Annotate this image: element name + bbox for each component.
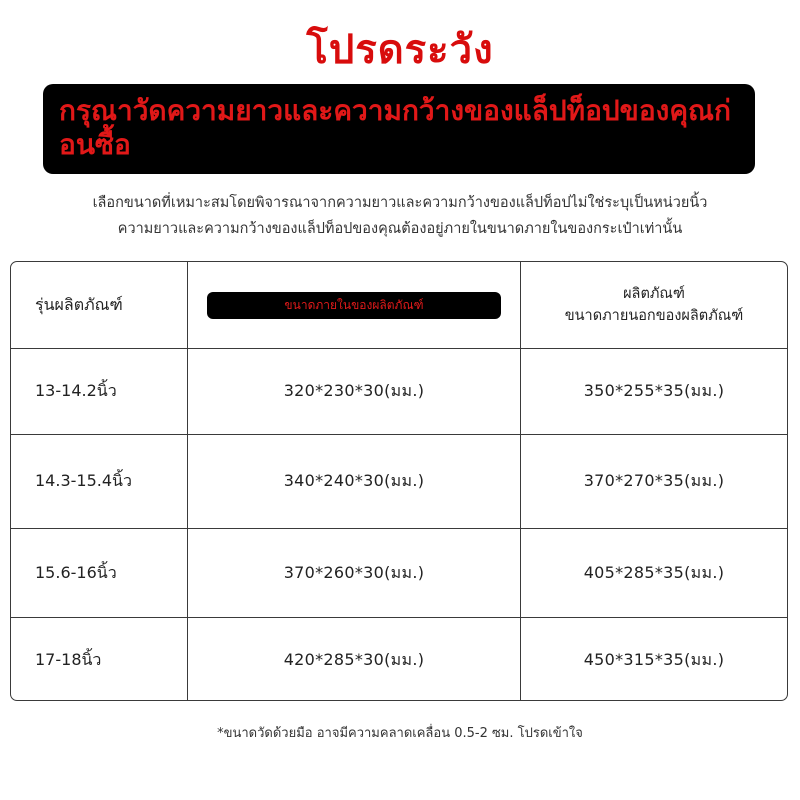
inner-dimension-cell xyxy=(188,529,521,617)
model-size: 17-18นิ้ว xyxy=(35,649,102,669)
inner-dimension-cell xyxy=(188,618,521,701)
model-cell xyxy=(11,435,188,528)
header-outer-cell xyxy=(521,262,787,348)
size-description xyxy=(40,190,760,242)
inner-dimension: 340*240*30(มม.) xyxy=(283,471,425,490)
model-size: 14.3-15.4นิ้ว xyxy=(35,471,132,490)
outer-dimension: 450*315*35(มม.) xyxy=(583,649,725,669)
table-row xyxy=(11,529,787,618)
header-outer-line-2: ขนาดภายนอกของผลิตภัณฑ์ xyxy=(564,308,744,324)
measurement-footnote: *ขนาดวัดด้วยมือ อาจมีความคลาดเคลื่อน 0.5-2 ซม. โปรดเข้าใจ xyxy=(217,726,583,741)
table-row xyxy=(11,349,787,435)
header-outer-line-1: ผลิตภัณฑ์ xyxy=(623,286,685,302)
model-size: 13-14.2นิ้ว xyxy=(35,381,117,400)
outer-dimension: 350*255*35(มม.) xyxy=(583,381,725,400)
inner-dimension: 420*285*30(มม.) xyxy=(283,649,425,669)
model-cell xyxy=(11,618,188,701)
inner-dimension: 370*260*30(มม.) xyxy=(283,562,425,582)
inner-dimension-cell xyxy=(188,435,521,528)
outer-dimension: 370*270*35(มม.) xyxy=(583,471,725,490)
outer-dimension: 405*285*35(มม.) xyxy=(583,562,725,582)
description-line-1: เลือกขนาดที่เหมาะสมโดยพิจารณาจากความยาวและความกว้างของแล็ปท็อปไม่ใช่ระบุเป็นหน่วยนิ้ว xyxy=(92,195,708,211)
header-model-cell xyxy=(11,262,188,348)
model-size: 15.6-16นิ้ว xyxy=(35,562,117,582)
description-line-2: ความยาวและความกว้างของแล็ปท็อปของคุณต้องอยู่ภายในขนาดภายในของกระเป๋าเท่านั้น xyxy=(117,221,683,237)
warning-banner xyxy=(43,84,755,174)
inner-dimension-cell xyxy=(188,349,521,434)
inner-dimension: 320*230*30(มม.) xyxy=(283,381,425,400)
header-inner-badge xyxy=(207,292,501,319)
model-cell xyxy=(11,529,188,617)
outer-dimension-cell xyxy=(521,529,787,617)
table-row xyxy=(11,618,787,701)
model-cell xyxy=(11,349,188,434)
header-inner: ขนาดภายในของผลิตภัณฑ์ xyxy=(284,297,424,312)
size-table xyxy=(10,261,788,701)
table-row xyxy=(11,435,787,529)
warning-banner-text: กรุณาวัดความยาวและความกว้างของแล็ปท็อปของคุณก่อนซื้อ xyxy=(59,94,731,161)
warning-title: โปรดระวัง xyxy=(306,27,494,73)
header-inner-cell xyxy=(188,262,521,348)
outer-dimension-cell xyxy=(521,435,787,528)
outer-dimension-cell xyxy=(521,349,787,434)
outer-dimension-cell xyxy=(521,618,787,701)
table-header-row xyxy=(11,262,787,349)
header-model: รุ่นผลิตภัณฑ์ xyxy=(35,294,123,314)
